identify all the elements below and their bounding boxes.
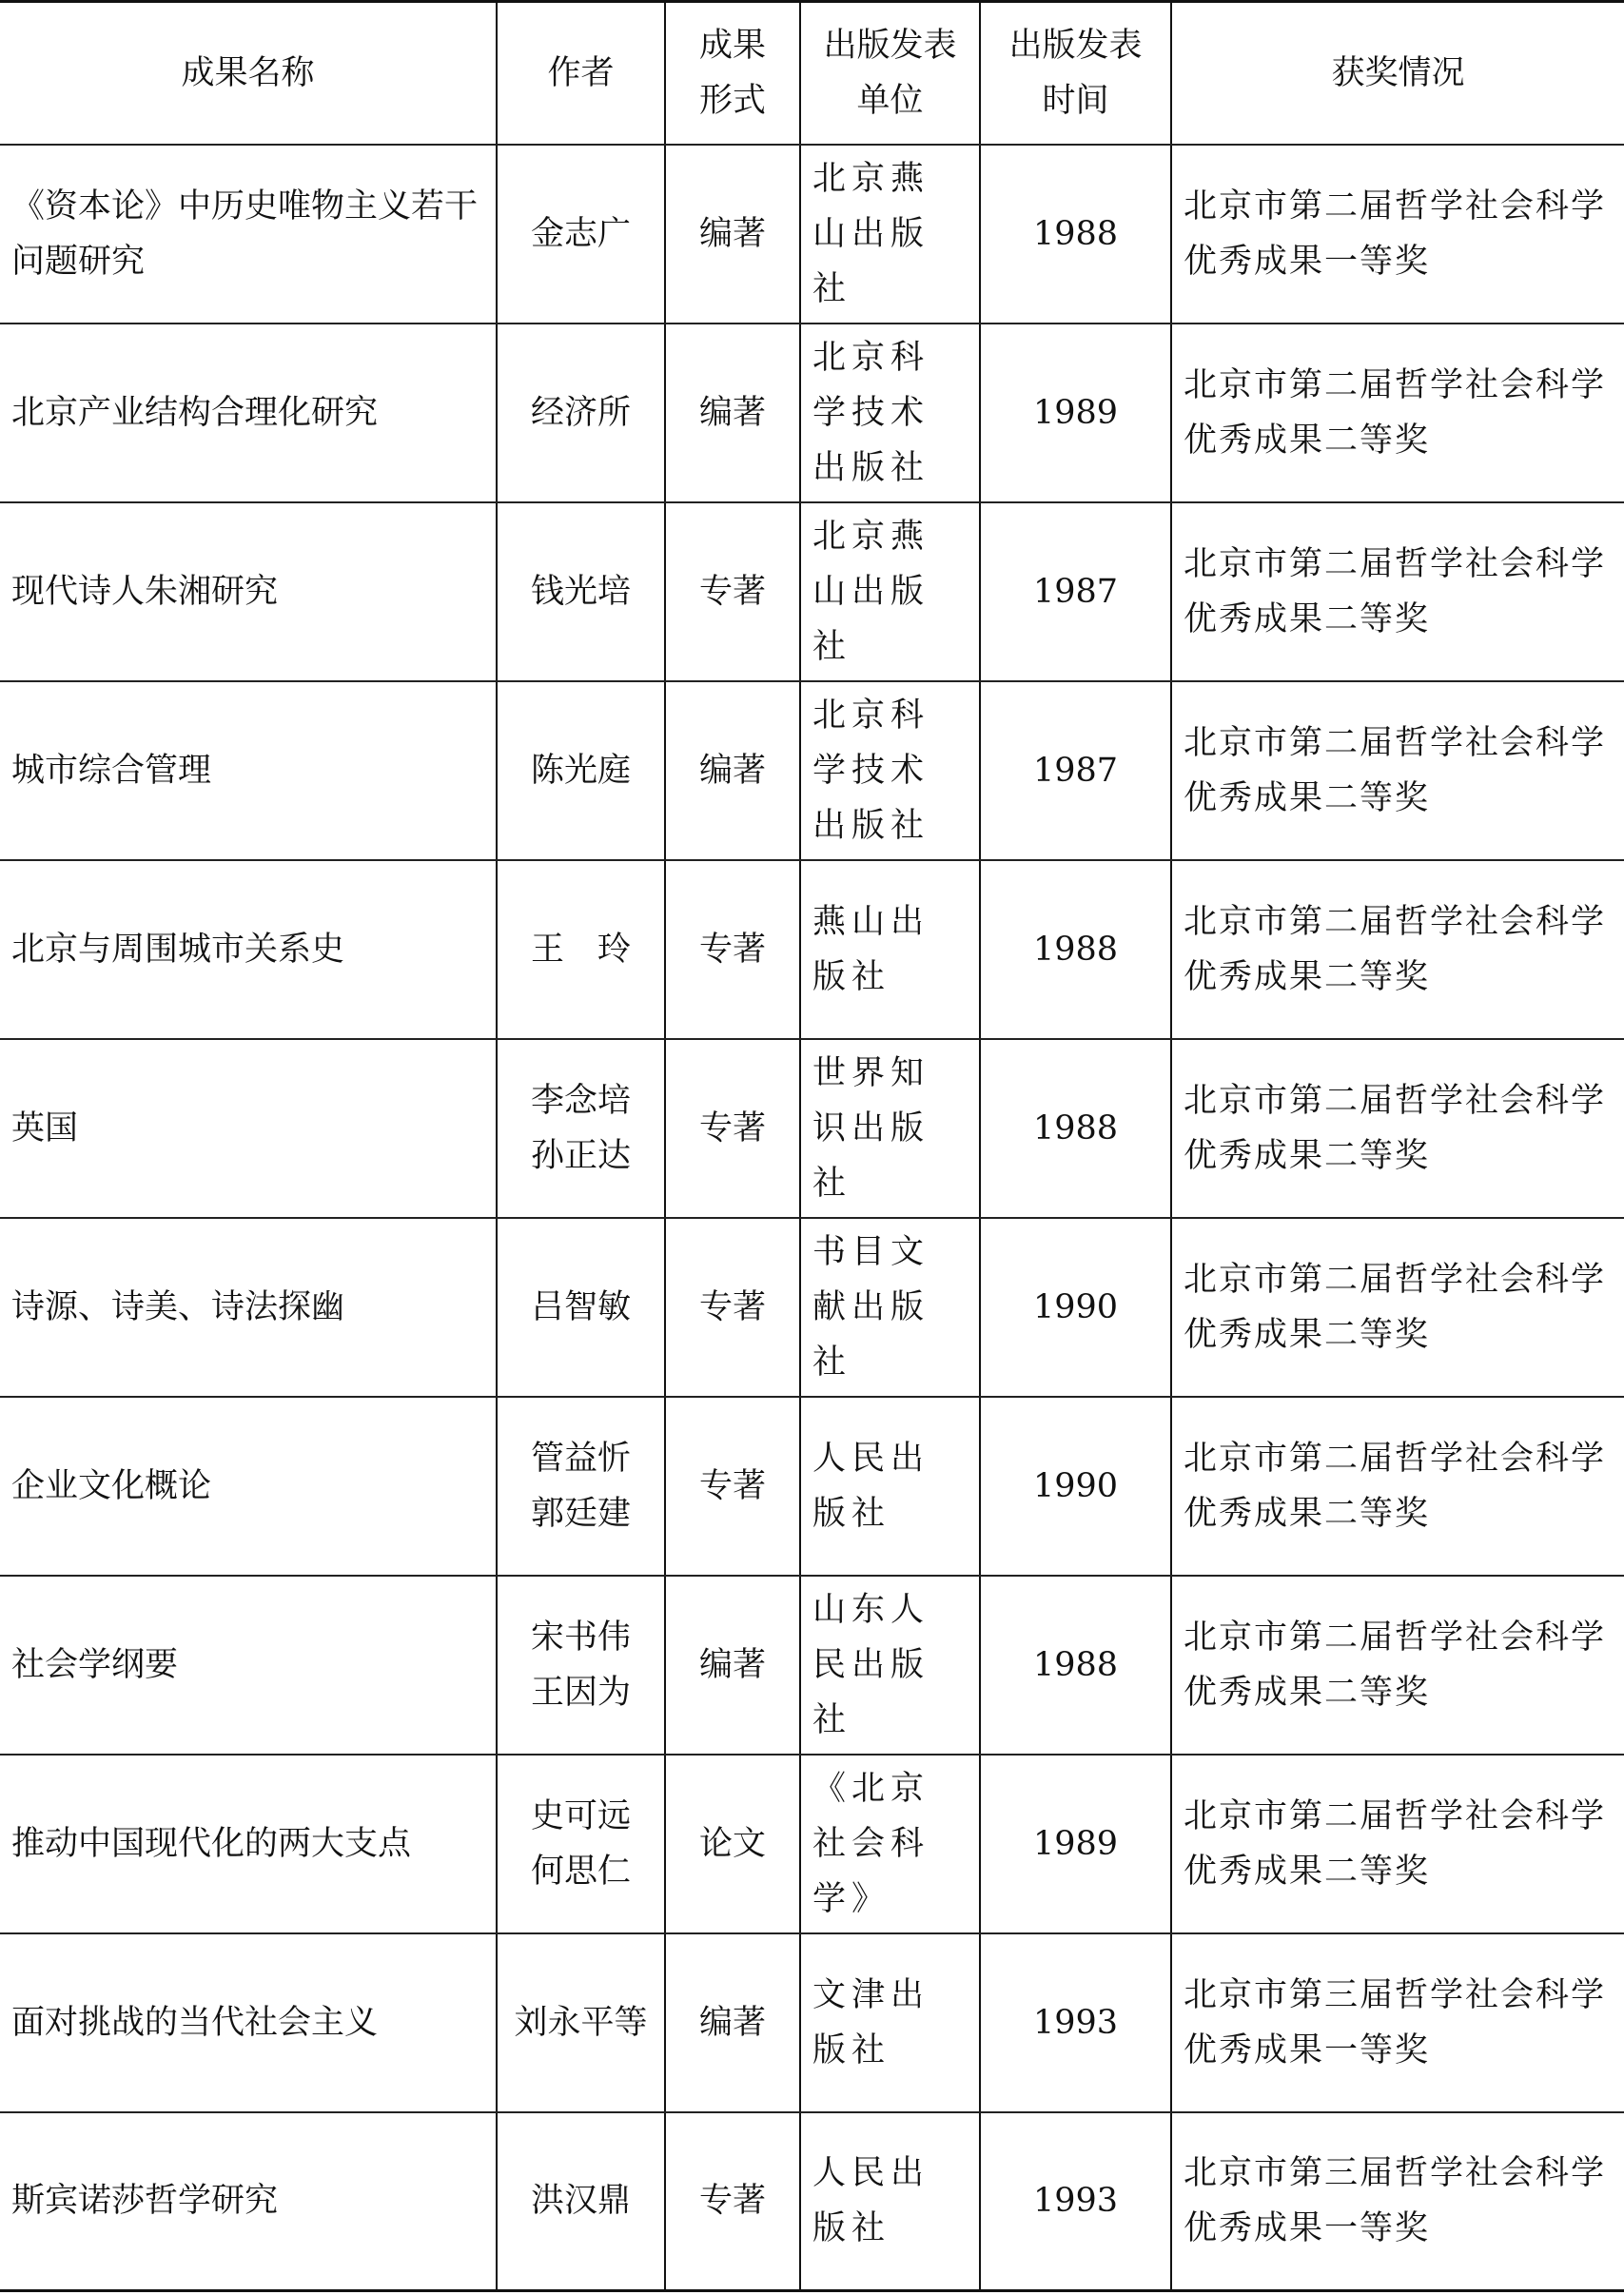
table-row [0, 1039, 1624, 1218]
cell-publisher [800, 145, 980, 324]
cell-award [1171, 324, 1624, 502]
cell-award [1171, 681, 1624, 860]
award-text: 北京市第三届哲学社会科学优秀成果一等奖 [1184, 1975, 1607, 2069]
cell-year [980, 1218, 1171, 1397]
publisher-text: 北京科学技术出版社 [812, 338, 930, 487]
cell-award [1171, 1576, 1624, 1755]
header-form-line1: 成果 [698, 26, 766, 65]
author-name: 陈光庭 [530, 751, 631, 790]
title-text: 推动中国现代化的两大支点 [11, 1824, 412, 1863]
author-name: 吕智敏 [530, 1287, 631, 1326]
header-date-line1: 出版发表 [1008, 26, 1143, 65]
cell-title [0, 1218, 497, 1397]
table-row [0, 145, 1624, 324]
cell-publisher [800, 2112, 980, 2291]
cell-author [497, 502, 665, 681]
cell-form [665, 1039, 800, 1218]
cell-form [665, 145, 800, 324]
title-text: 北京与周围城市关系史 [11, 930, 345, 969]
cell-author [497, 145, 665, 324]
cell-award [1171, 860, 1624, 1039]
cell-author [497, 1755, 665, 1933]
cell-publisher [800, 324, 980, 502]
cell-title [0, 1039, 497, 1218]
form-text: 编著 [698, 2003, 766, 2042]
form-text: 编著 [698, 214, 766, 253]
cell-award [1171, 1933, 1624, 2112]
header-award-text: 获奖情况 [1331, 53, 1465, 92]
cell-award [1171, 1397, 1624, 1576]
cell-form [665, 1218, 800, 1397]
cell-year [980, 1397, 1171, 1576]
award-text: 北京市第二届哲学社会科学优秀成果二等奖 [1184, 1439, 1607, 1533]
form-text: 编著 [698, 393, 766, 432]
cell-author [497, 324, 665, 502]
year-text: 1993 [1032, 2182, 1119, 2221]
table-row [0, 1933, 1624, 2112]
cell-form [665, 681, 800, 860]
publisher-text: 北京燕山出版社 [812, 159, 930, 308]
publisher-text: 人民出版社 [812, 1439, 930, 1533]
table-row [0, 1218, 1624, 1397]
table-row [0, 324, 1624, 502]
author-name: 何思仁 [530, 1852, 631, 1891]
cell-publisher [800, 1755, 980, 1933]
cell-publisher [800, 1576, 980, 1755]
header-form-line2: 形式 [698, 81, 766, 120]
author-name: 王 玲 [530, 930, 631, 969]
cell-author [497, 2112, 665, 2291]
year-text: 1988 [1032, 1645, 1119, 1684]
year-text: 1989 [1032, 1824, 1119, 1863]
title-text: 《资本论》中历史唯物主义若干问题研究 [11, 186, 479, 281]
award-text: 北京市第二届哲学社会科学优秀成果二等奖 [1184, 1260, 1607, 1354]
cell-form [665, 2112, 800, 2291]
author-name: 经济所 [530, 393, 631, 432]
cell-publisher [800, 1218, 980, 1397]
table-row [0, 1576, 1624, 1755]
author-name: 史可远 [530, 1796, 631, 1835]
cell-form [665, 1755, 800, 1933]
author-name: 钱光培 [530, 572, 631, 611]
header-publisher-line2: 单位 [856, 81, 924, 120]
cell-award [1171, 1218, 1624, 1397]
year-text: 1987 [1032, 572, 1119, 611]
cell-form [665, 1576, 800, 1755]
header-title [0, 2, 497, 145]
cell-publisher [800, 1397, 980, 1576]
title-text: 英国 [11, 1108, 79, 1148]
form-text: 论文 [698, 1824, 766, 1863]
cell-year [980, 324, 1171, 502]
year-text: 1990 [1032, 1287, 1119, 1326]
award-text: 北京市第二届哲学社会科学优秀成果二等奖 [1184, 365, 1607, 460]
title-text: 社会学纲要 [11, 1645, 179, 1684]
form-text: 编著 [698, 751, 766, 790]
year-text: 1988 [1032, 214, 1119, 253]
author-name: 郭廷建 [530, 1494, 631, 1533]
title-text: 北京产业结构合理化研究 [11, 393, 379, 432]
table-row [0, 860, 1624, 1039]
publisher-text: 《北京社会科学》 [812, 1769, 930, 1918]
author-name: 孙正达 [530, 1136, 631, 1175]
header-author-text: 作者 [547, 53, 615, 92]
author-name: 刘永平等 [514, 2003, 648, 2042]
cell-year [980, 502, 1171, 681]
cell-title [0, 681, 497, 860]
cell-author [497, 1576, 665, 1755]
cell-form [665, 1397, 800, 1576]
cell-year [980, 1755, 1171, 1933]
cell-award [1171, 1039, 1624, 1218]
publisher-text: 山东人民出版社 [812, 1590, 930, 1739]
cell-author [497, 1218, 665, 1397]
cell-award [1171, 502, 1624, 681]
header-award [1171, 2, 1624, 145]
table-row [0, 1755, 1624, 1933]
form-text: 专著 [698, 930, 766, 969]
cell-award [1171, 1755, 1624, 1933]
cell-author [497, 681, 665, 860]
author-name: 金志广 [530, 214, 631, 253]
form-text: 专著 [698, 1466, 766, 1505]
cell-author [497, 1397, 665, 1576]
header-date-line2: 时间 [1042, 81, 1109, 120]
cell-year [980, 145, 1171, 324]
title-text: 现代诗人朱湘研究 [11, 572, 279, 611]
cell-publisher [800, 502, 980, 681]
publisher-text: 燕山出版社 [812, 902, 930, 996]
cell-year [980, 1933, 1171, 2112]
cell-award [1171, 145, 1624, 324]
cell-award [1171, 2112, 1624, 2291]
form-text: 编著 [698, 1645, 766, 1684]
cell-author [497, 860, 665, 1039]
year-text: 1990 [1032, 1466, 1119, 1505]
cell-author [497, 1933, 665, 2112]
author-name: 王因为 [530, 1673, 631, 1712]
year-text: 1988 [1032, 930, 1119, 969]
year-text: 1987 [1032, 751, 1119, 790]
cell-year [980, 2112, 1171, 2291]
publisher-text: 书目文献出版社 [812, 1232, 930, 1382]
cell-form [665, 1933, 800, 2112]
title-text: 企业文化概论 [11, 1466, 212, 1505]
cell-title [0, 2112, 497, 2291]
publisher-text: 文津出版社 [812, 1975, 930, 2069]
author-name: 洪汉鼎 [530, 2182, 631, 2221]
header-author [497, 2, 665, 145]
author-name: 李念培 [530, 1081, 631, 1120]
author-name: 宋书伟 [530, 1618, 631, 1657]
header-publisher [800, 2, 980, 145]
cell-year [980, 681, 1171, 860]
cell-form [665, 502, 800, 681]
cell-title [0, 860, 497, 1039]
award-text: 北京市第二届哲学社会科学优秀成果二等奖 [1184, 1618, 1607, 1712]
cell-year [980, 1576, 1171, 1755]
header-publisher-line1: 出版发表 [823, 26, 957, 65]
cell-title [0, 1933, 497, 2112]
header-row [0, 2, 1624, 145]
publisher-text: 北京燕山出版社 [812, 517, 930, 666]
award-text: 北京市第二届哲学社会科学优秀成果一等奖 [1184, 186, 1607, 281]
form-text: 专著 [698, 2182, 766, 2221]
award-text: 北京市第二届哲学社会科学优秀成果二等奖 [1184, 902, 1607, 996]
award-text: 北京市第二届哲学社会科学优秀成果二等奖 [1184, 723, 1607, 817]
award-text: 北京市第三届哲学社会科学优秀成果一等奖 [1184, 2154, 1607, 2248]
table-row [0, 681, 1624, 860]
table-row [0, 2112, 1624, 2291]
year-text: 1993 [1032, 2003, 1119, 2042]
cell-author [497, 1039, 665, 1218]
table-body [0, 145, 1624, 2291]
table-row [0, 502, 1624, 681]
cell-year [980, 860, 1171, 1039]
publisher-text: 北京科学技术出版社 [812, 696, 930, 845]
award-text: 北京市第二届哲学社会科学优秀成果二等奖 [1184, 544, 1607, 638]
cell-year [980, 1039, 1171, 1218]
cell-title [0, 145, 497, 324]
cell-publisher [800, 1933, 980, 2112]
publisher-text: 人民出版社 [812, 2154, 930, 2248]
title-text: 面对挑战的当代社会主义 [11, 2003, 379, 2042]
cell-publisher [800, 860, 980, 1039]
header-form [665, 2, 800, 145]
header-date [980, 2, 1171, 145]
form-text: 专著 [698, 572, 766, 611]
header-title-text: 成果名称 [181, 53, 315, 92]
award-text: 北京市第二届哲学社会科学优秀成果二等奖 [1184, 1081, 1607, 1175]
cell-title [0, 1755, 497, 1933]
cell-title [0, 324, 497, 502]
year-text: 1988 [1032, 1108, 1119, 1148]
title-text: 诗源、诗美、诗法探幽 [11, 1287, 345, 1326]
cell-form [665, 324, 800, 502]
author-name: 管益忻 [530, 1439, 631, 1478]
form-text: 专著 [698, 1287, 766, 1326]
cell-publisher [800, 1039, 980, 1218]
table-header [0, 2, 1624, 145]
cell-title [0, 1576, 497, 1755]
cell-form [665, 860, 800, 1039]
title-text: 斯宾诺莎哲学研究 [11, 2182, 279, 2221]
title-text: 城市综合管理 [11, 751, 212, 790]
year-text: 1989 [1032, 393, 1119, 432]
cell-title [0, 502, 497, 681]
cell-publisher [800, 681, 980, 860]
form-text: 专著 [698, 1108, 766, 1148]
award-text: 北京市第二届哲学社会科学优秀成果二等奖 [1184, 1796, 1607, 1891]
table-row [0, 1397, 1624, 1576]
publisher-text: 世界知识出版社 [812, 1053, 930, 1203]
cell-title [0, 1397, 497, 1576]
